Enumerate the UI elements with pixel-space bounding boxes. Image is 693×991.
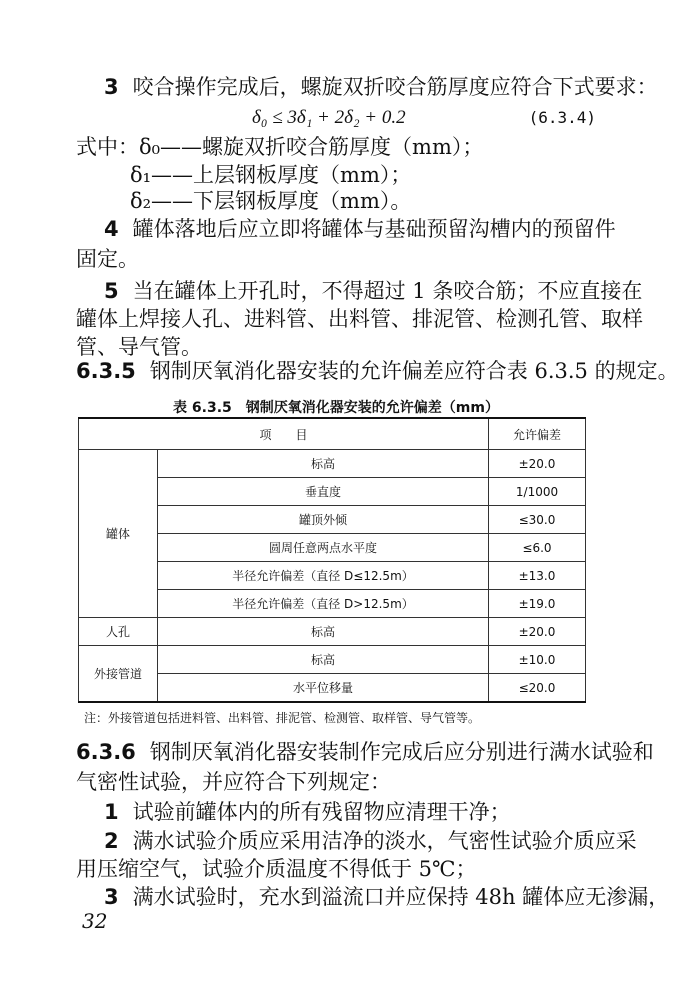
item-4-line-1 bbox=[76, 214, 616, 244]
item-5-text-1: 当在罐体上开孔时，不得超过 1 条咬合筋；不应直接在 bbox=[132, 279, 643, 303]
section-6-3-6-text-2: 气密性试验，并应符合下列规定： bbox=[76, 770, 391, 794]
formula-expression: δ₀ ≤ 3δ₁ + 2δ₂ + 0.2 bbox=[252, 107, 406, 128]
item-5-line-2 bbox=[76, 304, 643, 334]
row-tolerance: 1/1000 bbox=[489, 478, 586, 506]
item-5-line-1 bbox=[76, 276, 643, 306]
table-row bbox=[79, 450, 586, 478]
test-item-2-number: 2 bbox=[104, 829, 119, 853]
header-item: 项 目 bbox=[79, 418, 489, 450]
test-item-2-text-1: 满水试验介质应采用洁净的淡水，气密性试验介质应采 bbox=[132, 829, 637, 853]
test-item-2-line-2 bbox=[76, 854, 596, 884]
row-tolerance: ≤30.0 bbox=[489, 506, 586, 534]
item-3 bbox=[76, 72, 658, 102]
row-tolerance: ±19.0 bbox=[489, 590, 586, 618]
row-tolerance: ±20.0 bbox=[489, 450, 586, 478]
row-item: 半径允许偏差（直径 D>12.5m） bbox=[158, 590, 489, 618]
section-6-3-6-number: 6.3.6 bbox=[76, 740, 136, 764]
where-intro: 式中： bbox=[76, 135, 139, 159]
table-row bbox=[79, 646, 586, 674]
test-item-2-line-1 bbox=[76, 826, 637, 856]
row-tolerance: ±10.0 bbox=[489, 646, 586, 674]
section-6-3-6-line-1 bbox=[76, 737, 654, 767]
row-item: 标高 bbox=[158, 450, 489, 478]
group-pipe: 外接管道 bbox=[79, 646, 158, 703]
row-item: 垂直度 bbox=[158, 478, 489, 506]
deviation-table bbox=[78, 417, 586, 703]
section-6-3-5-number: 6.3.5 bbox=[76, 359, 136, 383]
test-item-3 bbox=[76, 882, 670, 912]
where-d0 bbox=[76, 132, 596, 162]
row-item: 罐顶外倾 bbox=[158, 506, 489, 534]
table-caption-number: 表 6.3.5 bbox=[173, 400, 232, 416]
row-item: 半径允许偏差（直径 D≤12.5m） bbox=[158, 562, 489, 590]
row-item: 标高 bbox=[158, 646, 489, 674]
item-4-text-2: 固定。 bbox=[76, 247, 139, 271]
item-5-text-3: 管、导气管。 bbox=[76, 335, 202, 359]
row-item: 水平位移量 bbox=[158, 674, 489, 703]
item-4-number: 4 bbox=[104, 217, 119, 241]
item-5-text-2: 罐体上焊接人孔、进料管、出料管、排泥管、检测孔管、取样 bbox=[76, 307, 643, 331]
table-note: 注：外接管道包括进料管、出料管、排泥管、检测管、取样管、导气管等。 bbox=[84, 711, 481, 725]
section-6-3-5-text: 钢制厌氧消化器安装的允许偏差应符合表 6.3.5 的规定。 bbox=[149, 359, 679, 383]
row-tolerance: ±13.0 bbox=[489, 562, 586, 590]
section-6-3-5 bbox=[76, 356, 679, 386]
row-item: 标高 bbox=[158, 618, 489, 646]
table-caption bbox=[76, 397, 596, 417]
group-manhole: 人孔 bbox=[79, 618, 158, 646]
row-tolerance: ≤6.0 bbox=[489, 534, 586, 562]
item-4-line-2 bbox=[76, 244, 596, 274]
test-item-3-number: 3 bbox=[104, 885, 119, 909]
row-item: 圆周任意两点水平度 bbox=[158, 534, 489, 562]
test-item-1 bbox=[76, 797, 596, 827]
test-item-3-text: 满水试验时，充水到溢流口并应保持 48h 罐体应无渗漏， bbox=[132, 885, 670, 909]
formula-number: (6.3.4) bbox=[528, 108, 596, 127]
table-header-row bbox=[79, 418, 586, 450]
row-tolerance: ±20.0 bbox=[489, 618, 586, 646]
item-3-text: 咬合操作完成后，螺旋双折咬合筋厚度应符合下式要求： bbox=[132, 75, 658, 99]
row-tolerance: ≤20.0 bbox=[489, 674, 586, 703]
group-tank: 罐体 bbox=[79, 450, 158, 618]
test-item-1-number: 1 bbox=[104, 800, 119, 824]
section-6-3-6-text-1: 钢制厌氧消化器安装制作完成后应分别进行满水试验和 bbox=[149, 740, 654, 764]
table-caption-text: 钢制厌氧消化器安装的允许偏差（mm） bbox=[245, 400, 499, 416]
item-4-text-1: 罐体落地后应立即将罐体与基础预留沟槽内的预留件 bbox=[132, 217, 616, 241]
where-d2 bbox=[130, 186, 650, 216]
where-d2-text: δ₂——下层钢板厚度（mm）。 bbox=[130, 189, 412, 213]
page-number: 32 bbox=[82, 909, 108, 933]
table-row bbox=[79, 618, 586, 646]
item-5-number: 5 bbox=[104, 279, 119, 303]
where-d0-text: δ₀——螺旋双折咬合筋厚度（mm）； bbox=[139, 135, 484, 159]
item-3-number: 3 bbox=[104, 75, 119, 99]
where-d1-text: δ₁——上层钢板厚度（mm）； bbox=[130, 163, 412, 187]
header-tolerance: 允许偏差 bbox=[489, 418, 586, 450]
test-item-2-text-2: 用压缩空气，试验介质温度不得低于 5℃； bbox=[76, 857, 477, 881]
section-6-3-6-line-2 bbox=[76, 767, 596, 797]
test-item-1-text: 试验前罐体内的所有残留物应清理干净； bbox=[132, 800, 511, 824]
